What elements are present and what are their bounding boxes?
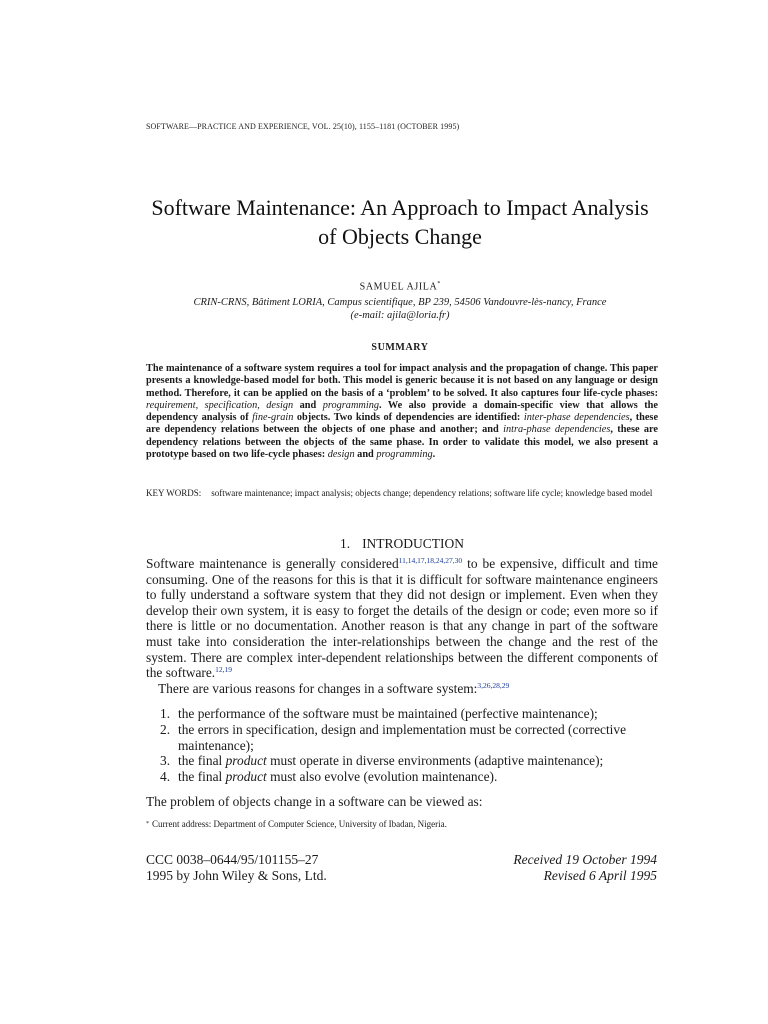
citation-link[interactable]: 11,14,17,18,24,27,30: [398, 556, 463, 565]
summary-italic: programming: [376, 449, 433, 461]
summary-text: . We also provide a domain-specific view that allows the dependency analysis of: [146, 399, 658, 424]
summary-text: , these are dependency relations between the objects of the same phase. In order to validate this model, we also present a prototype based on two life-cycle phases:: [146, 424, 659, 461]
keywords-text: software maintenance; impact analysis; objects change; dependency relations; software life cycle; knowledge based model: [211, 488, 653, 498]
received-date: Received 19 October 1994: [513, 852, 657, 867]
list-item-italic: product: [225, 753, 267, 769]
list-item-text: the errors in specification, design and implementation must be corrected (corrective maintenance);: [178, 721, 627, 753]
list-item: [146, 706, 658, 722]
paragraph: [146, 556, 658, 681]
paragraph: The problem of objects change in a software can be viewed as:: [146, 794, 483, 810]
summary-italic: programming: [322, 399, 379, 411]
list-number: 1.: [160, 706, 171, 722]
summary-italic: fine-grain: [252, 412, 294, 424]
introduction-body: [146, 556, 658, 810]
summary-italic: intra-phase dependencies: [503, 424, 611, 436]
author-name-text: SAMUEL AJILA: [359, 281, 438, 293]
author-name: [100, 281, 700, 292]
list-item-text: the final: [178, 768, 226, 784]
summary-text: The maintenance of a software system requires a tool for impact analysis and the propagation of change. This paper presents a knowledge-based model for both. This model is generic because it is not based on any language or design method. Therefore, it can be applied on the basis of a ‘problem’ to be solved. It also captures four life-cycle phases:: [146, 363, 658, 399]
summary-heading: SUMMARY: [371, 342, 429, 353]
author-affiliation: [100, 296, 700, 322]
summary-text: .: [432, 449, 436, 461]
list-item: [146, 769, 658, 785]
revised-date: Revised 6 April 1995: [543, 868, 657, 883]
list-number: 4.: [160, 768, 171, 784]
title-line-2: of Objects Change: [318, 224, 482, 249]
footnote-mark: *: [146, 821, 149, 827]
list-number: 2.: [160, 721, 171, 737]
summary-text: and: [293, 399, 323, 411]
list-item: [146, 753, 658, 769]
paragraph-text: to be expensive, difficult and time consuming. One of the reasons for this is that it is difficult for software maintenance engineers to fully understand a software system that they did not design or implement. Even when they develop their own system, it is easy to forget the details of the design or code; even more so if there is little or no documentation. Another reason is that any change in part of the software must take into consideration the inter-relationships between the change and the rest of the system. There are complex inter-dependent relationships between the different components of the software.: [146, 556, 659, 681]
list-item-text: the performance of the software must be maintained (perfective maintenance);: [178, 706, 598, 722]
keywords-label: KEY WORDS:: [146, 488, 202, 498]
summary-italic: inter-phase dependencies: [523, 412, 630, 424]
summary-abstract: [146, 363, 658, 461]
article-title: [100, 193, 700, 251]
footnote: [146, 819, 658, 829]
list-item: [146, 722, 658, 753]
list-item-text: must operate in diverse environments (adaptive maintenance);: [266, 753, 604, 769]
summary-italic: requirement, specification, design: [146, 399, 294, 411]
summary-text: objects. Two kinds of dependencies are identified:: [293, 412, 524, 424]
citation-link[interactable]: 3,26,28,29: [477, 680, 510, 690]
citation-link[interactable]: 12,19: [215, 665, 233, 675]
paragraph-text: There are various reasons for changes in a software system:: [158, 680, 478, 696]
section-heading-introduction: [146, 536, 658, 552]
affiliation-text: CRIN-CRNS, Bâtiment LORIA, Campus scientifique, BP 239, 54506 Vandouvre-lès-nancy, France: [193, 297, 607, 308]
list-item-italic: product: [225, 768, 267, 784]
list-item-text: the final: [178, 753, 226, 769]
footnote-text: Current address: Department of Computer Science, University of Ibadan, Nigeria.: [152, 819, 447, 829]
paragraph: [146, 681, 658, 697]
summary-text: and: [354, 449, 377, 461]
ccc-code: CCC 0038–0644/95/101155–27: [146, 852, 319, 867]
list-item-text: must also evolve (evolution maintenance).: [266, 768, 498, 784]
submission-dates: [400, 852, 657, 884]
author-email: (e-mail: ajila@loria.fr): [350, 310, 450, 321]
list-number: 3.: [160, 753, 171, 769]
copyright: 1995 by John Wiley & Sons, Ltd.: [146, 868, 327, 883]
author-footnote-mark: *: [437, 281, 441, 287]
keywords: [146, 486, 658, 501]
section-title: INTRODUCTION: [362, 536, 465, 551]
running-head: SOFTWARE—PRACTICE AND EXPERIENCE, VOL. 25(10), 1155–1181 (OCTOBER 1995): [146, 122, 460, 131]
reasons-list: [146, 706, 658, 784]
summary-text: , these are dependency relations between the objects of one phase and another; and: [146, 412, 659, 436]
section-number: 1.: [339, 536, 351, 551]
title-line-1: Software Maintenance: An Approach to Impact Analysis: [151, 195, 649, 220]
summary-italic: design: [327, 449, 355, 461]
paragraph-text: Software maintenance is generally considered: [146, 556, 399, 571]
